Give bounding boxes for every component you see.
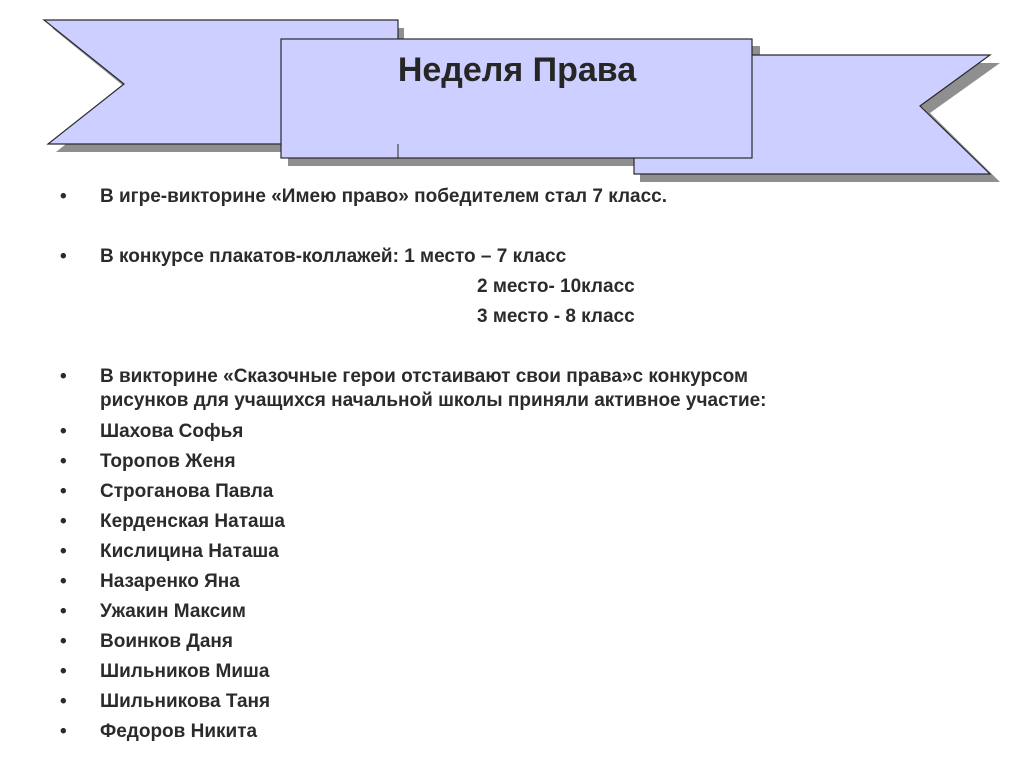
bullet-marker: •	[60, 571, 67, 592]
bullet-marker: •	[60, 366, 67, 387]
participant-name: Строганова Павла	[100, 481, 274, 502]
bullet-marker: •	[60, 511, 67, 532]
participant-name: Ужакин Максим	[100, 601, 246, 622]
participant-name: Торопов Женя	[100, 451, 236, 472]
bullet-marker: •	[60, 541, 67, 562]
bullet-marker: •	[60, 451, 67, 472]
poster-place-3: 3 место - 8 класс	[477, 306, 635, 327]
participant-name: Шильникова Таня	[100, 691, 271, 712]
participant-name: Шахова Софья	[100, 421, 244, 442]
participant-name: Керденская Наташа	[100, 511, 285, 532]
bullet-marker: •	[60, 721, 67, 742]
bullet-marker: •	[60, 601, 67, 622]
bullet-marker: •	[60, 691, 67, 712]
bullet-marker: •	[60, 246, 67, 267]
bullet-marker: •	[60, 661, 67, 682]
fairy-quiz-line-1: В викторине «Сказочные герои отстаивают свои права»с конкурсом	[100, 366, 749, 387]
poster-intro-text: В конкурсе плакатов-коллажей: 1 место – 7 класс	[100, 246, 567, 267]
fairy-quiz-line-2: рисунков для учащихся начальной школы приняли активное участие:	[100, 390, 767, 411]
participant-name: Кислицина Наташа	[100, 541, 279, 562]
participant-name: Федоров Никита	[100, 721, 258, 742]
quiz-result-text: В игре-викторине «Имею право» победителем стал 7 класс.	[100, 186, 668, 207]
bullet-marker: •	[60, 421, 67, 442]
participant-name: Воинков Даня	[100, 631, 233, 652]
slide-title: Неделя Права	[397, 50, 637, 89]
title-ribbon	[0, 0, 1024, 200]
participant-name: Назаренко Яна	[100, 571, 240, 592]
bullet-marker: •	[60, 481, 67, 502]
bullet-marker: •	[60, 631, 67, 652]
bullet-marker: •	[60, 186, 67, 207]
participant-name: Шильников Миша	[100, 661, 270, 682]
poster-place-2: 2 место- 10класс	[477, 276, 635, 297]
